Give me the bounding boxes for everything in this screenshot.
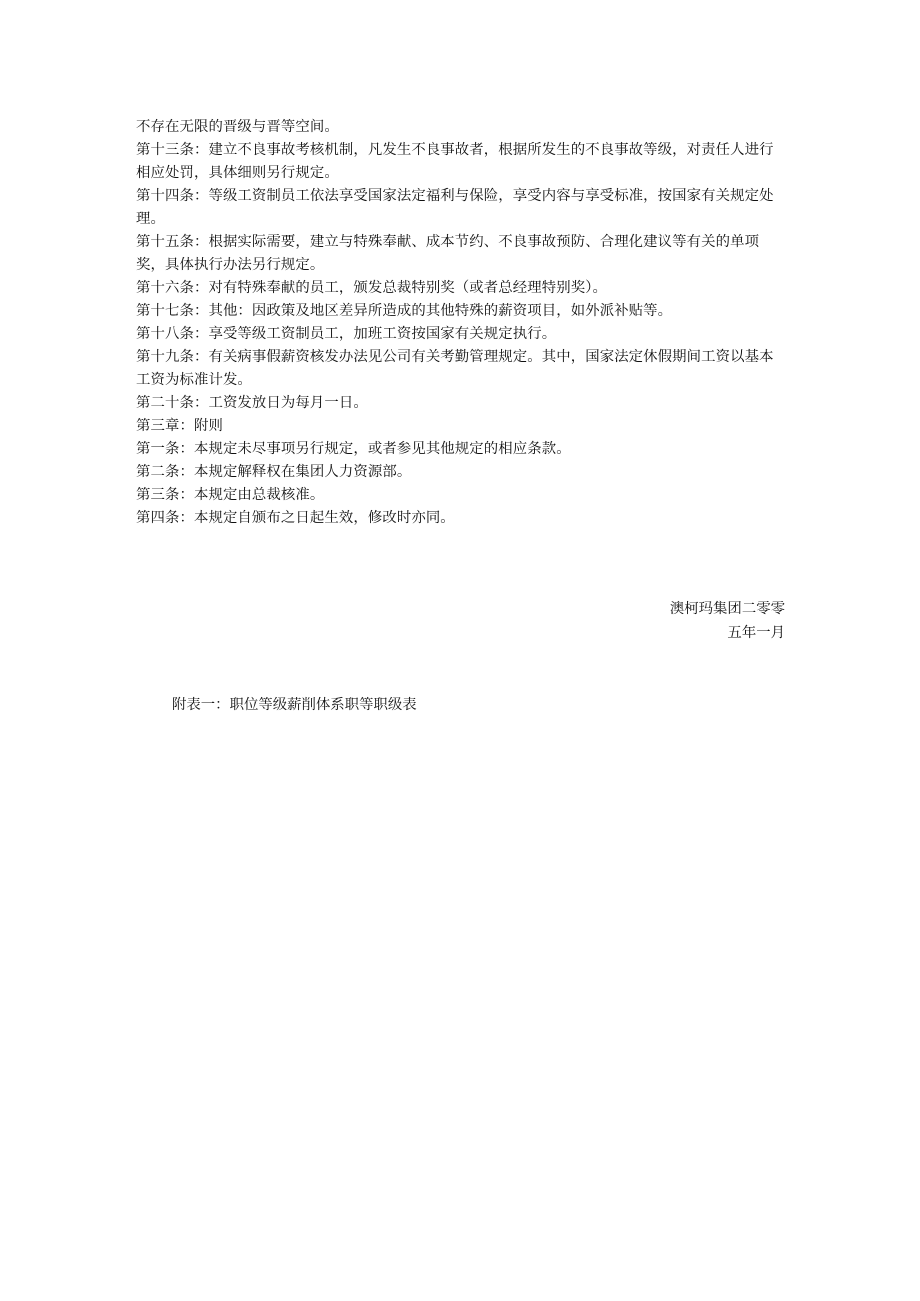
article-15: 第十五条：根据实际需要，建立与特殊奉献、成本节约、不良事故预防、合理化建议等有关的单项奖，具体执行办法另行规定。 <box>136 234 760 273</box>
signature-block <box>670 597 785 645</box>
supplementary-article-3: 第三条：本规定由总裁核准。 <box>136 487 325 503</box>
article-18: 第十八条：享受等级工资制员工，加班工资按国家有关规定执行。 <box>136 326 557 342</box>
appendix-title: 附表一：职位等级薪削体系职等职级表 <box>172 697 417 713</box>
article-20: 第二十条：工资发放日为每月一日。 <box>136 395 368 411</box>
paragraph-continuation: 不存在无限的晋级与晋等空间。 <box>136 119 339 135</box>
chapter-3-heading: 第三章：附则 <box>136 418 223 434</box>
article-17: 第十七条：其他：因政策及地区差异所造成的其他特殊的薪资项目，如外派补贴等。 <box>136 303 673 319</box>
article-13: 第十三条：建立不良事故考核机制，凡发生不良事故者，根据所发生的不良事故等级，对责任人进行相应处罚，具体细则另行规定。 <box>136 142 774 181</box>
supplementary-article-2: 第二条：本规定解释权在集团人力资源部。 <box>136 464 412 480</box>
article-14: 第十四条：等级工资制员工依法享受国家法定福利与保险，享受内容与享受标准，按国家有关规定处理。 <box>136 188 774 227</box>
signature-date: 五年一月 <box>727 625 785 641</box>
supplementary-article-4: 第四条：本规定自颁布之日起生效，修改时亦同。 <box>136 510 455 526</box>
supplementary-article-1: 第一条：本规定未尽事项另行规定，或者参见其他规定的相应条款。 <box>136 441 571 457</box>
article-19: 第十九条：有关病事假薪资核发办法见公司有关考勤管理规定。其中，国家法定休假期间工资以基本工资为标准计发。 <box>136 349 774 388</box>
document-body <box>136 116 788 530</box>
signature-organization: 澳柯玛集团二零零 <box>669 601 785 617</box>
article-16: 第十六条：对有特殊奉献的员工，颁发总裁特别奖（或者总经理特别奖）。 <box>136 280 607 296</box>
